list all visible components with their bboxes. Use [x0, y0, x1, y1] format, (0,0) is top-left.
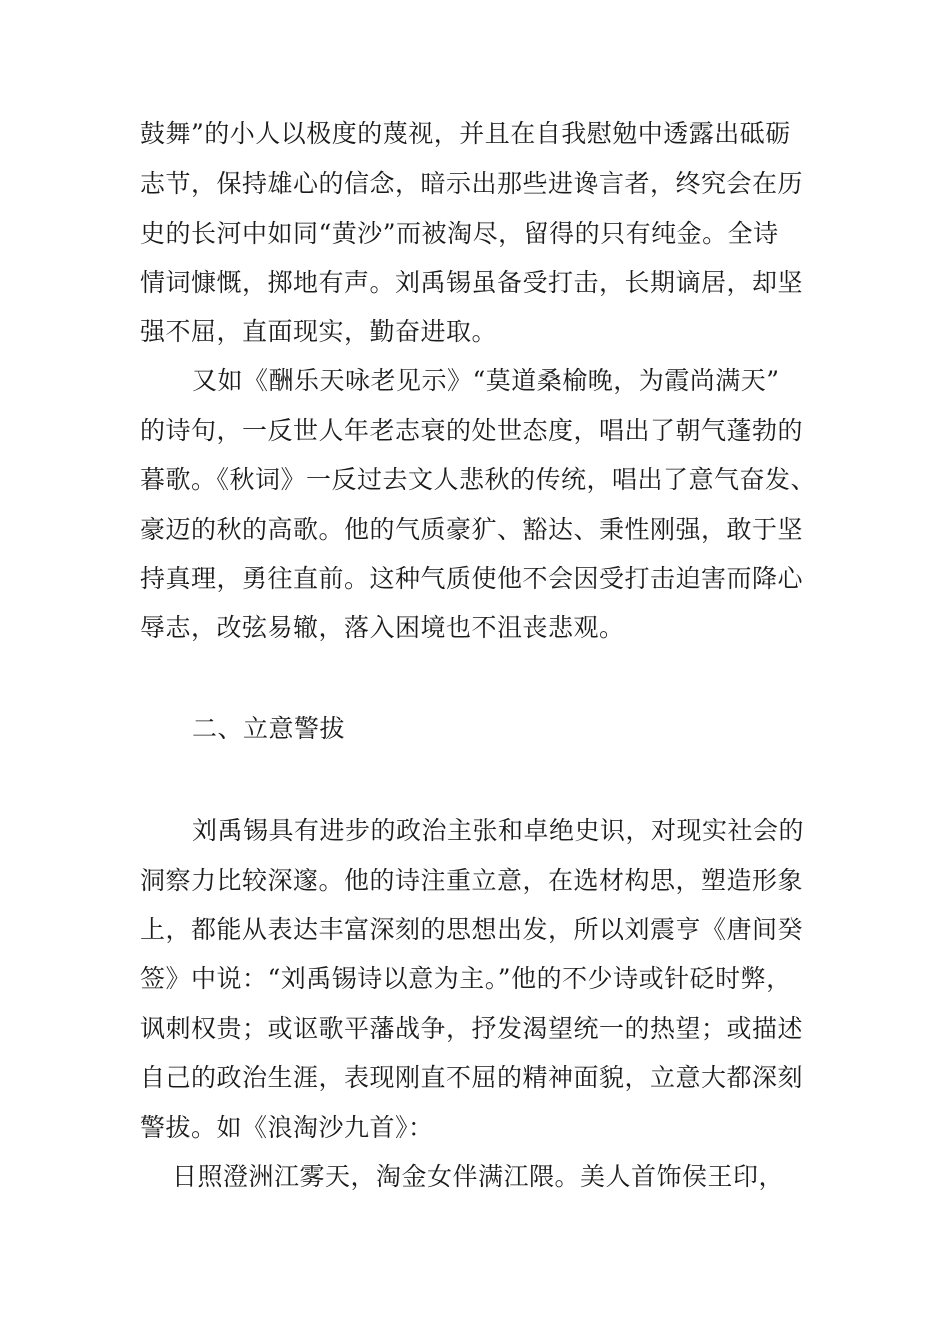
paragraph-2-line-3: 暮歌。《秋词》一反过去文人悲秋的传统，唱出了意气奋发、 — [140, 465, 817, 494]
paragraph-2-line-1: 又如《酬乐天咏老见示》“莫道桑榆晚，为霞尚满天” — [192, 366, 780, 395]
paragraph-2-line-2: 的诗句，一反世人年老志衰的处世态度，唱出了朝气蓬勃的 — [140, 416, 804, 445]
paragraph-2-line-5: 持真理，勇往直前。这种气质使他不会因受打击迫害而降心 — [140, 564, 804, 593]
paragraph-1-line-2: 志节，保持雄心的信念，暗示出那些进谗言者，终究会在历 — [140, 169, 804, 198]
paragraph-2-line-6: 辱志，改弦易辙，落入困境也不沮丧悲观。 — [140, 613, 625, 642]
paragraph-2-line-4: 豪迈的秋的高歌。他的气质豪犷、豁达、秉性刚强，敢于坚 — [140, 515, 804, 544]
paragraph-3-line-2: 洞察力比较深邃。他的诗注重立意，在选材构思，塑造形象 — [140, 866, 804, 895]
paragraph-3-line-1: 刘禹锡具有进步的政治主张和卓绝史识，对现实社会的 — [192, 816, 805, 845]
paragraph-3-line-4: 签》中说：“刘禹锡诗以意为主。”他的不少诗或针砭时弊， — [140, 964, 792, 993]
poem-line: 日照澄洲江雾天，淘金女伴满江隈。美人首饰侯王印， — [172, 1162, 785, 1191]
paragraph-3-line-7: 警拔。如《浪淘沙九首》： — [140, 1113, 434, 1142]
paragraph-3-line-3: 上，都能从表达丰富深刻的思想出发，所以刘震亨《唐间癸 — [140, 915, 804, 944]
paragraph-1-line-5: 强不屈，直面现实，勤奋进取。 — [140, 317, 498, 346]
paragraph-3-line-5: 讽刺权贵；或讴歌平藩战争，抒发渴望统一的热望；或描述 — [140, 1014, 804, 1043]
paragraph-1-line-1: 鼓舞”的小人以极度的蔑视，并且在自我慰勉中透露出砥砺 — [140, 119, 791, 148]
paragraph-1-line-4: 情词慷慨，掷地有声。刘禹锡虽备受打击，长期谪居，却坚 — [140, 268, 804, 297]
paragraph-1-line-3: 史的长河中如同“黄沙”而被淘尽，留得的只有纯金。全诗 — [140, 219, 779, 248]
section-heading: 二、立意警拔 — [192, 714, 346, 743]
paragraph-3-line-6: 自己的政治生涯，表现刚直不屈的精神面貌，立意大都深刻 — [140, 1063, 804, 1092]
